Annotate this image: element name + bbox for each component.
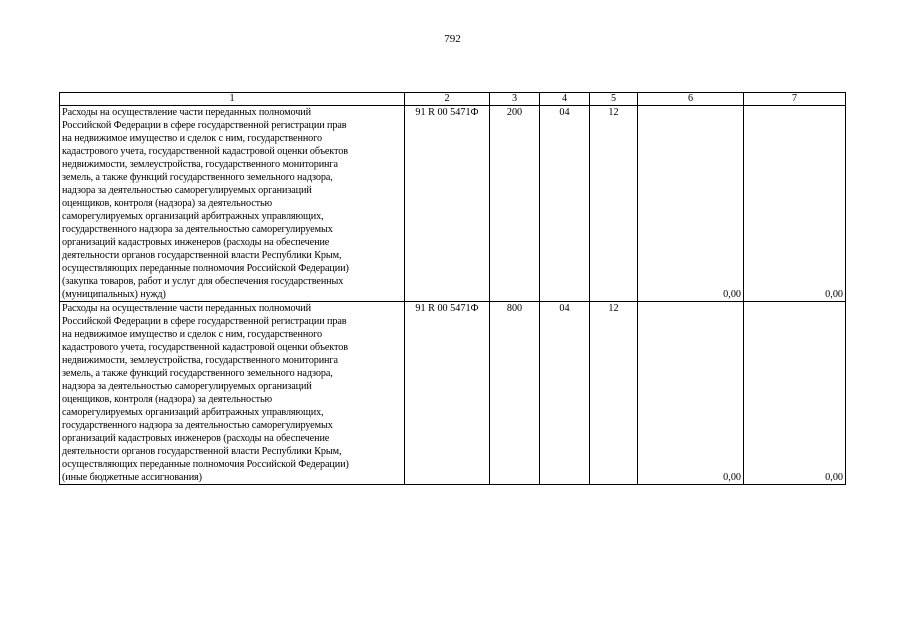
amount-cell-col7: 0,00 (744, 106, 846, 302)
expense-type-cell: 800 (490, 302, 540, 485)
description-line: недвижимости, землеустройства, государственного мониторинга (62, 355, 338, 366)
description-line: оценщиков, контроля (надзора) за деятельностью (62, 198, 273, 209)
header-cell: 6 (638, 93, 744, 106)
description-line: Расходы на осуществление части переданных полномочий (62, 107, 311, 118)
description-line: Российской Федерации в сфере государственной регистрации прав (62, 120, 347, 131)
subsection-cell: 12 (590, 106, 638, 302)
description-cell (60, 302, 405, 485)
section-cell: 04 (540, 302, 590, 485)
amount-cell-col7: 0,00 (744, 302, 846, 485)
header-cell: 3 (490, 93, 540, 106)
header-cell: 2 (405, 93, 490, 106)
description-line: оценщиков, контроля (надзора) за деятельностью (62, 394, 273, 405)
description-line: государственного надзора за деятельностью саморегулируемых (62, 224, 333, 235)
header-cell: 4 (540, 93, 590, 106)
target-code-cell: 91 R 00 5471Ф (405, 106, 490, 302)
description-line: Расходы на осуществление части переданных полномочий (62, 303, 311, 314)
description-line: деятельности органов государственной власти Республики Крым, (62, 446, 342, 457)
description-line: (закупка товаров, работ и услуг для обеспечения государственных (62, 276, 344, 287)
header-cell: 7 (744, 93, 846, 106)
table-header-row (60, 93, 846, 106)
header-cell: 1 (60, 93, 405, 106)
description-line: осуществляющих переданные полномочия Российской Федерации) (62, 263, 349, 274)
description-line: Российской Федерации в сфере государственной регистрации прав (62, 316, 347, 327)
description-line: кадастрового учета, государственной кадастровой оценки объектов (62, 146, 348, 157)
description-line: осуществляющих переданные полномочия Российской Федерации) (62, 459, 349, 470)
table-row (60, 302, 846, 485)
description-line: организаций кадастровых инженеров (расходы на обеспечение (62, 433, 330, 444)
description-line: (иные бюджетные ассигнования) (62, 472, 202, 483)
description-line: земель, а также функций государственного земельного надзора, (62, 172, 333, 183)
amount-cell-col6: 0,00 (638, 302, 744, 485)
page-number: 792 (444, 33, 461, 45)
description-line: саморегулируемых организаций арбитражных управляющих, (62, 211, 324, 222)
budget-table (59, 92, 846, 485)
description-cell (60, 106, 405, 302)
description-line: земель, а также функций государственного земельного надзора, (62, 368, 333, 379)
description-line: недвижимости, землеустройства, государственного мониторинга (62, 159, 338, 170)
description-line: надзора за деятельностью саморегулируемых организаций (62, 185, 312, 196)
description-line: (муниципальных) нужд) (62, 289, 166, 300)
description-line: организаций кадастровых инженеров (расходы на обеспечение (62, 237, 330, 248)
description-line: на недвижимое имущество и сделок с ним, государственного (62, 133, 322, 144)
section-cell: 04 (540, 106, 590, 302)
description-line: государственного надзора за деятельностью саморегулируемых (62, 420, 333, 431)
description-line: деятельности органов государственной власти Республики Крым, (62, 250, 342, 261)
expense-type-cell: 200 (490, 106, 540, 302)
amount-cell-col6: 0,00 (638, 106, 744, 302)
description-line: на недвижимое имущество и сделок с ним, государственного (62, 329, 322, 340)
header-cell: 5 (590, 93, 638, 106)
description-line: кадастрового учета, государственной кадастровой оценки объектов (62, 342, 348, 353)
table-row (60, 106, 846, 302)
subsection-cell: 12 (590, 302, 638, 485)
description-line: саморегулируемых организаций арбитражных управляющих, (62, 407, 324, 418)
target-code-cell: 91 R 00 5471Ф (405, 302, 490, 485)
description-line: надзора за деятельностью саморегулируемых организаций (62, 381, 312, 392)
